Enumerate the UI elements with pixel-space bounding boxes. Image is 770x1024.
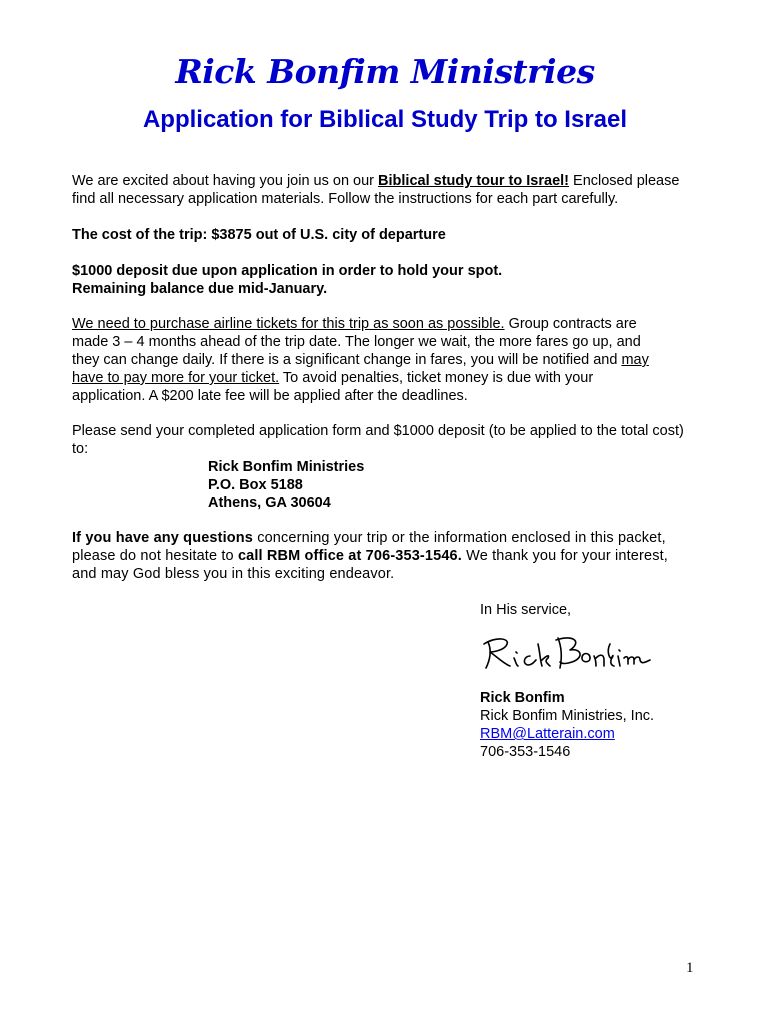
send-line-1: Please send your completed application form and $1000 deposit (to be applied to the total cost) [72,423,684,439]
tickets-text: Group contracts are [504,316,637,332]
intro-paragraph [72,172,702,208]
tickets-line-4-underlined: have to pay more for your ticket. [72,370,280,386]
address-name: Rick Bonfim Ministries [208,459,365,475]
deposit-line-2: Remaining balance due mid-January. [72,281,328,297]
intro-text-end: Enclosed please [569,173,680,189]
questions-bold: If you have any questions [72,530,254,546]
tickets-paragraph [72,315,702,405]
questions-paragraph [72,529,702,583]
organization-title: Rick Bonfim Ministries [175,52,595,91]
signer-phone: 706-353-1546 [480,744,571,760]
intro-text: We are excited about having you join us on our [72,173,379,189]
salutation: In His service, [480,602,572,618]
intro-line-2: find all necessary application materials. Follow the instructions for each part carefully. [72,191,619,207]
send-line-2: to: [72,441,89,457]
signature-block [480,689,654,761]
tickets-line-4: To avoid penalties, ticket money is due with your [279,370,594,386]
intro-highlight: Biblical study tour to Israel! [378,173,569,189]
questions-line-3: and may God bless you in this exciting endeavor. [72,566,395,582]
questions-line-2-end: We thank you for your interest, [461,548,668,564]
questions-phone-bold: call RBM office at 706-353-1546. [237,548,462,564]
tickets-line-5: application. A $200 late fee will be applied after the deadlines. [72,388,468,404]
questions-line-2: please do not hesitate to [72,548,238,564]
address-po-box: P.O. Box 5188 [208,477,303,493]
tickets-line-2: made 3 – 4 months ahead of the trip date. The longer we wait, the more fares go up, and [72,334,641,350]
questions-text: concerning your trip or the information enclosed in this packet, [253,530,666,546]
deposit-paragraph [72,262,702,298]
document-title: Application for Biblical Study Trip to Israel [142,106,628,133]
trip-cost: The cost of the trip: $3875 out of U.S. city of departure [72,227,446,243]
mailing-address [208,458,364,512]
page-number: 1 [686,960,694,976]
handwritten-signature [478,630,653,675]
tickets-line-3: they can change daily. If there is a significant change in fares, you will be notified and [72,352,622,368]
address-city: Athens, GA 30604 [208,495,331,511]
send-paragraph [72,422,702,458]
signer-name: Rick Bonfim [480,690,565,706]
tickets-urgent-text: We need to purchase airline tickets for this trip as soon as possible. [72,316,505,332]
tickets-line-3-underlined: may [621,352,649,368]
email-link[interactable]: RBM@Latterain.com [480,726,615,742]
deposit-line-1: $1000 deposit due upon application in order to hold your spot. [72,263,503,279]
signer-organization: Rick Bonfim Ministries, Inc. [480,708,655,724]
